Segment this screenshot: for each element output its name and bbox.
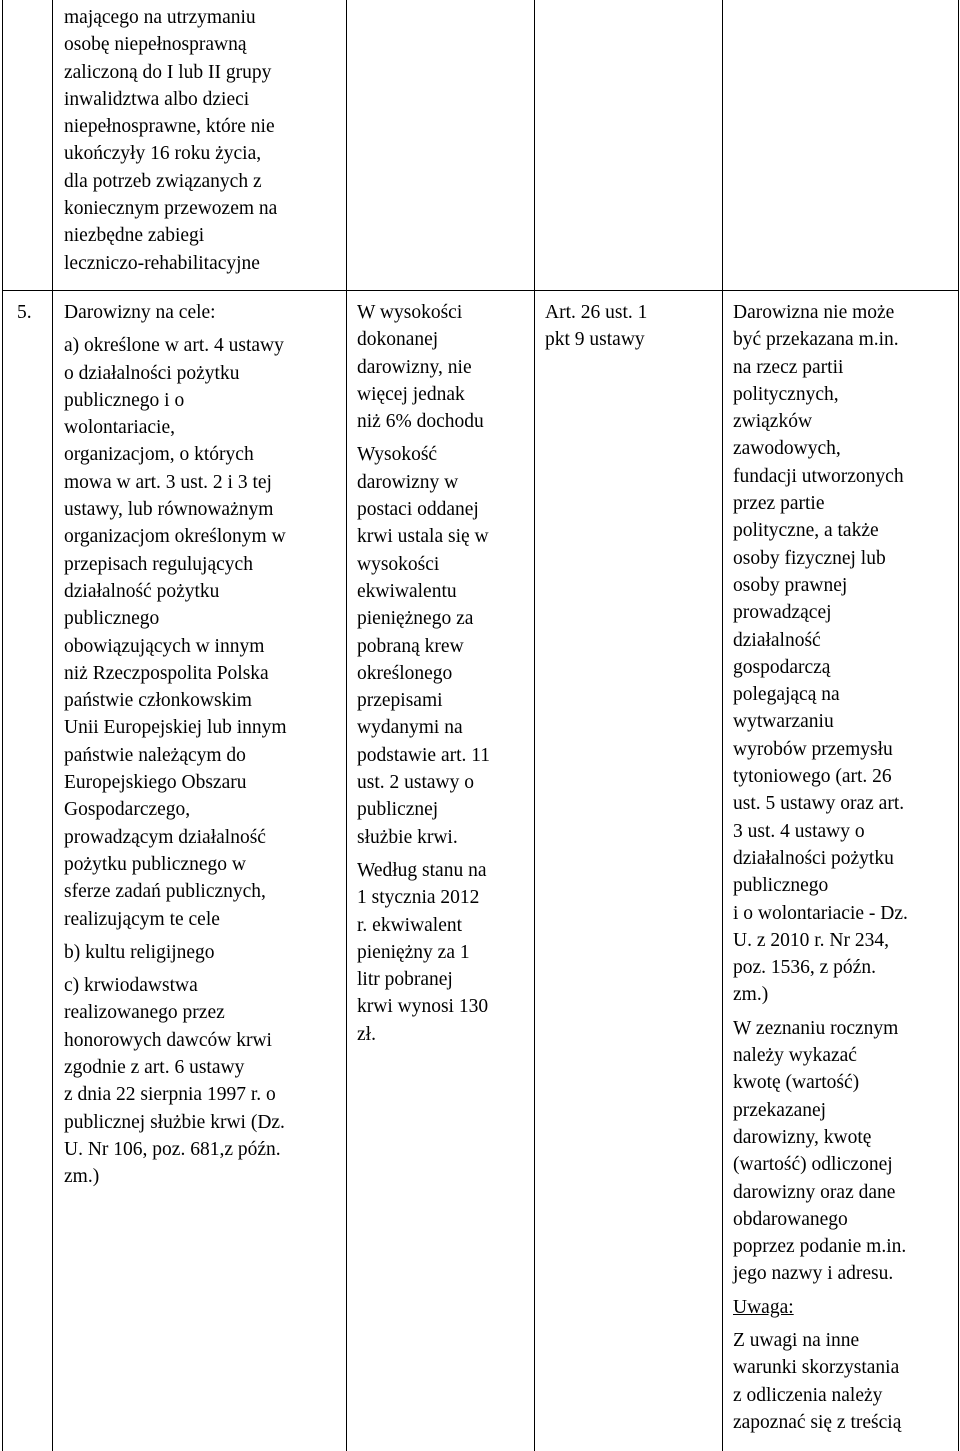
text-line: przepisami <box>357 690 443 712</box>
text-line: W wysokości <box>357 302 463 323</box>
text-line: państwie należącym do <box>64 744 246 766</box>
text-line: Darowizna nie może <box>733 302 895 323</box>
text-line: o działalności pożytku <box>64 362 240 384</box>
text-line: osoby fizycznej lub <box>733 547 886 569</box>
text-line: wysokości <box>357 553 440 575</box>
text-line: niż Rzeczpospolita Polska <box>64 662 269 684</box>
text-line: c) krwiodawstwa <box>64 975 198 997</box>
text-line: działalność <box>733 629 821 651</box>
text-line: sferze zadań publicznych, <box>64 881 266 903</box>
text-line: niezbędne zabiegi <box>64 225 205 247</box>
text-line: publicznej służbie krwi (Dz. <box>64 1111 285 1133</box>
text-line: b) kultu religijnego <box>64 941 215 963</box>
text-line: litr pobranej <box>357 969 453 991</box>
text-line: kwotę (wartość) <box>733 1072 860 1094</box>
text-line: r. ekwiwalent <box>357 914 463 936</box>
text-line: U. Nr 106, poz. 681,z późn. <box>64 1138 281 1160</box>
text-line: Według stanu na <box>357 859 487 881</box>
text-line: realizującym te cele <box>64 908 220 930</box>
text-line: krwi ustala się w <box>357 526 489 548</box>
column-divider-2 <box>346 0 347 1451</box>
text-line: ukończyły 16 roku życia, <box>64 143 262 165</box>
text-line: z odliczenia należy <box>733 1384 883 1406</box>
text-line: działalność pożytku <box>64 580 220 602</box>
text-line: koniecznym przewozem na <box>64 198 278 220</box>
text-line: fundacji utworzonych <box>733 465 904 487</box>
text-line: obowiązujących w innym <box>64 635 265 657</box>
table-border-left <box>2 0 3 1451</box>
text-line: 3 ust. 4 ustawy o <box>733 820 865 842</box>
text-line: wyrobów przemysłu <box>733 738 893 760</box>
text-line: na rzecz partii <box>733 356 844 378</box>
text-line: a) określone w art. 4 ustawy <box>64 335 284 357</box>
text-line: tytoniowego (art. 26 <box>733 766 892 788</box>
row5-purpose <box>64 299 287 1191</box>
text-line: W zeznaniu rocznym <box>733 1017 899 1039</box>
text-line: realizowanego przez <box>64 1002 225 1024</box>
text-line: darowizny, kwotę <box>733 1126 872 1148</box>
text-line: Europejskiego Obszaru <box>64 772 247 794</box>
table-border-right <box>958 0 959 1451</box>
text-line: (wartość) odliczonej <box>733 1154 893 1176</box>
text-line: Darowizny na cele: <box>64 302 216 323</box>
text-line: służbie krwi. <box>357 826 458 848</box>
text-line: darowizny, nie <box>357 356 472 378</box>
text-line: poz. 1536, z późn. <box>733 957 876 979</box>
text-line: przekazanej <box>733 1099 827 1121</box>
text-line: polityczne, a także <box>733 520 879 542</box>
text-line: prowadzącym działalność <box>64 826 266 848</box>
text-line: organizacjom określonym w <box>64 526 286 548</box>
text-line: darowizny w <box>357 471 459 493</box>
text-line: publicznego i o <box>64 389 185 411</box>
text-line: pobraną krew <box>357 635 464 657</box>
text-line: przez partie <box>733 493 825 515</box>
text-line: ust. 2 ustawy o <box>357 772 474 794</box>
text-line: działalności pożytku <box>733 847 894 869</box>
text-line: Art. 26 ust. 1 <box>545 302 648 323</box>
text-line: osoby prawnej <box>733 574 848 596</box>
text-line: pożytku publicznego w <box>64 853 246 875</box>
row5-limit <box>357 299 490 1048</box>
text-line: postaci oddanej <box>357 499 479 521</box>
text-line: przepisach regulujących <box>64 553 253 575</box>
text-line: pieniężnego za <box>357 608 474 630</box>
text-line: państwie członkowskim <box>64 690 252 712</box>
text-line: ust. 5 ustawy oraz art. <box>733 793 905 815</box>
text-line: ustawy, lub równoważnym <box>64 499 274 521</box>
text-line: inwalidztwa albo dzieci <box>64 88 250 110</box>
text-line: więcej jednak <box>357 383 465 405</box>
text-line: dokonanej <box>357 329 439 351</box>
text-line: wytwarzaniu <box>733 711 834 733</box>
text-line: organizacjom, o których <box>64 444 254 466</box>
column-divider-4 <box>722 0 723 1451</box>
text-line: Gospodarczego, <box>64 799 191 821</box>
text-line: związków <box>733 411 813 433</box>
text-line: zaliczoną do I lub II grupy <box>64 61 272 83</box>
text-line: poprzez podanie m.in. <box>733 1236 907 1258</box>
top-row-description <box>64 4 277 277</box>
text-line: krwi wynosi 130 <box>357 996 489 1018</box>
text-line: dla potrzeb związanych z <box>64 170 262 192</box>
text-line: warunki skorzystania <box>733 1357 900 1379</box>
note-heading: Uwaga: <box>733 1296 794 1318</box>
row-divider <box>2 290 959 291</box>
column-divider-3 <box>534 0 535 1451</box>
text-line: polegającą na <box>733 684 840 706</box>
text-line: zapoznać się z treścią <box>733 1411 902 1433</box>
row5-legal-basis <box>545 299 647 354</box>
text-line: 1 stycznia 2012 <box>357 887 480 909</box>
text-line: publicznej <box>357 799 439 821</box>
text-line: obdarowanego <box>733 1208 848 1230</box>
text-line: osobę niepełnosprawną <box>64 34 247 56</box>
text-line: zgodnie z art. 6 ustawy <box>64 1057 245 1079</box>
text-line: politycznych, <box>733 383 839 405</box>
text-line: zm.) <box>64 1166 100 1188</box>
text-line: mającego na utrzymaniu <box>64 7 256 28</box>
text-line: Wysokość <box>357 444 438 466</box>
text-line: pkt 9 ustawy <box>545 329 645 351</box>
text-line: publicznego <box>733 875 829 897</box>
text-line: jego nazwy i adresu. <box>733 1263 894 1285</box>
text-line: U. z 2010 r. Nr 234, <box>733 929 889 951</box>
text-line: wydanymi na <box>357 717 463 739</box>
text-line: podstawie art. 11 <box>357 744 491 766</box>
text-line: zm.) <box>733 984 769 1006</box>
text-line: określonego <box>357 662 453 684</box>
text-line: i o wolontariacie - Dz. <box>733 902 908 924</box>
text-line: być przekazana m.in. <box>733 329 899 351</box>
text-line: pieniężny za 1 <box>357 941 470 963</box>
text-line: niż 6% dochodu <box>357 411 484 433</box>
text-line: publicznego <box>64 608 160 630</box>
text-line: leczniczo-rehabilitacyjne <box>64 252 260 274</box>
text-line: należy wykazać <box>733 1045 857 1067</box>
text-line: gospodarczą <box>733 656 831 678</box>
column-divider-1 <box>52 0 53 1451</box>
text-line: niepełnosprawne, które nie <box>64 116 275 138</box>
row-number: 5. <box>17 302 32 323</box>
text-line: Unii Europejskiej lub innym <box>64 717 287 739</box>
text-line: wolontariacie, <box>64 417 175 439</box>
text-line: ekwiwalentu <box>357 580 457 602</box>
text-line: Z uwagi na inne <box>733 1329 860 1351</box>
row5-remarks <box>733 299 908 1436</box>
text-line: honorowych dawców krwi <box>64 1029 272 1051</box>
text-line: z dnia 22 sierpnia 1997 r. o <box>64 1084 276 1106</box>
text-line: mowa w art. 3 ust. 2 i 3 tej <box>64 471 272 493</box>
text-line: zawodowych, <box>733 438 841 460</box>
text-line: darowizny oraz dane <box>733 1181 896 1203</box>
text-line: zł. <box>357 1023 376 1045</box>
text-line: prowadzącej <box>733 602 832 624</box>
